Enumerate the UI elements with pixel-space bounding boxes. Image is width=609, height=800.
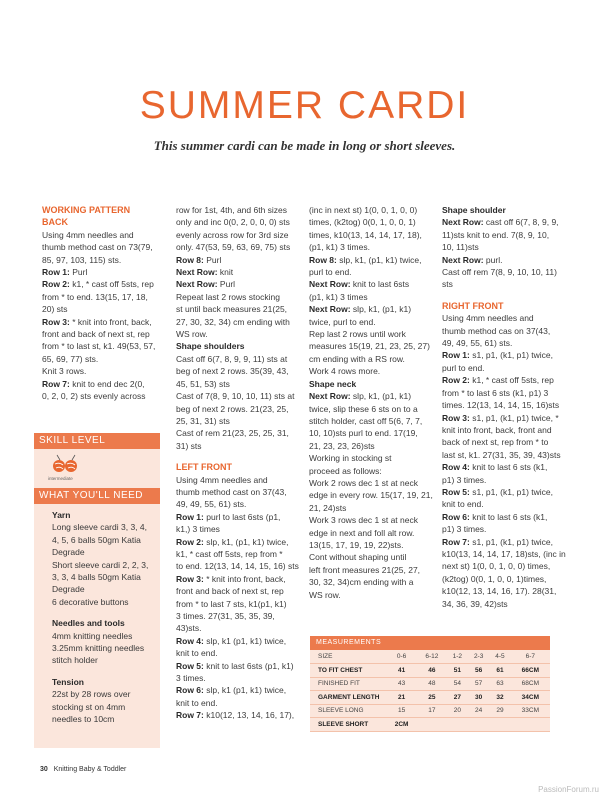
shape-shoulders-heading: Shape shoulders [176, 341, 245, 352]
row-instruction: Row 2: k1, * cast off 5sts, rep [42, 279, 154, 290]
row-instruction: Row 3: * knit into front, back, [42, 316, 152, 327]
measurement-row [310, 677, 550, 691]
materials-list: Yarn Long sleeve cardi 3, 3, 4, 4, 5, 6 balls 50gm Katia Degrade Short sleeve cardi 2, 2, 3, 3, 3, 4 balls 50gm Katia Degrade 6 decorative buttons Needles and tools 4mm knitting needles 3.25mm knitting needles stitch holder Tension 22st by 28 rows over stocking st on 4mm needles to 10cm [52, 509, 158, 726]
page-title: SUMMER CARDI [139, 84, 470, 127]
heading-working-pattern: WORKING PATTERN [42, 205, 131, 215]
yarn-balls-icon [52, 454, 78, 474]
row-instruction: Row 1: Purl [42, 267, 88, 278]
measurement-value: 57 [468, 677, 489, 691]
column-shape-neck: (inc in next st) 1(0, 0, 1, 0, 0) times, (k2tog) 0(0, 1, 0, 0, 1) times, k10(13, 14, 14, 17, 18), (p1, k1) 3 times. Row 8: slp, k1, (p1, k1) twice, purl to end. Next Row: knit to last 6sts (p1, k1) 3 times Next Row: slp, k1, (p1, k1) twice, purl to end. Rep last 2 rows until work measures 15(19, 21, 23, 25, 27) cm ending with a RS row. Work 4 rows more. Shape neck Next Row: slp, k1, (p1, k1) twice, slip these 6 sts on to a stitch holder, cast off 5(6, 7, 7, 10, 10)sts purl to end. 17(19, 21, 23, 23, 26)sts Working in stocking st proceed as follows: Work 2 rows dec 1 st at neck edge in every row. 15(17, 19, 21, 21, 24)sts Work 3 rows dec 1 st at neck edge in next and foll alt row. 13(15, 17, 19, 19, 22)sts. Cont without shaping until left front measures 21(25, 27, 30, 32, 34)cm ending with a WS row. [309, 204, 437, 601]
measurement-value: 61 [489, 664, 510, 678]
measurement-value: 30 [468, 691, 489, 705]
watermark: PassionForum.ru [538, 785, 599, 794]
measurement-value [511, 718, 550, 732]
measurement-row [310, 691, 550, 705]
measurement-label: GARMENT LENGTH [310, 691, 386, 705]
measurement-label: SIZE [310, 650, 386, 664]
measurement-value: 25 [417, 691, 447, 705]
measurement-value: 46 [417, 664, 447, 678]
measurement-value: 4-5 [489, 650, 510, 664]
skill-level-label: intermediate [48, 476, 73, 481]
measurement-value: 6-12 [417, 650, 447, 664]
measurement-value [468, 718, 489, 732]
page-subtitle: This summer cardi can be made in long or short sleeves. [153, 138, 456, 153]
measurement-value: 15 [386, 704, 417, 718]
page-number: 30 [40, 766, 48, 773]
measurement-value: 1-2 [447, 650, 468, 664]
magazine-name: Knitting Baby & Toddler [53, 766, 127, 773]
measurement-row [310, 704, 550, 718]
measurement-value [417, 718, 447, 732]
heading-back: BACK [42, 217, 68, 228]
measurement-value: 24 [468, 704, 489, 718]
skill-level-bar: SKILL LEVEL [34, 433, 160, 449]
measurement-value: 2-3 [468, 650, 489, 664]
measurement-value: 54 [447, 677, 468, 691]
measurement-value: 56 [468, 664, 489, 678]
measurement-row [310, 664, 550, 678]
measurement-row [310, 718, 550, 732]
measurement-value: 34CM [511, 691, 550, 705]
measurement-value: 43 [386, 677, 417, 691]
column-left-front: row for 1st, 4th, and 6th sizes only and inc 0(0, 2, 0, 0, 0) sts evenly across row for 3rd size only. 47(53, 59, 63, 69, 75) sts Row 8: Purl Next Row: knit Next Row: Purl Repeat last 2 rows stocking st until back measures 21(25, 27, 30, 32, 34) cm ending with WS row. Shape shoulders Cast off 6(7, 8, 9, 9, 11) sts at beg of next 2 rows. 35(39, 43, 45, 51, 53) sts Cast of 7(8, 9, 10, 10, 11) sts at beg of next 2 rows. 21(23, 25, 25, 31, 31) sts Cast of rem 21(23, 25, 25, 31, 31) sts LEFT FRONT Using 4mm needles and thumb method cast on 37(43, 49, 49, 55, 61) sts. Row 1: purl to last 6sts (p1, k1,) 3 times Row 2: slp, k1, (p1, k1) twice, k1, * cast off 5sts, rep from * to end. 12(13, 14, 14, 15, 16) sts Row 3: * knit into front, back, front and back of next st, rep from * to last 7 sts, k1(p1, k1) 3 times. 27(31, 35, 35, 39, 43)sts. Row 4: slp, k1 (p1, k1) twice, knit to end. Row 5: knit to last 6sts (p1, k1) 3 times. Row 6: slp, k1 (p1, k1) twice, knit to end. Row 7: k10(12, 13, 14, 16, 17), [176, 204, 304, 722]
row-instruction: Row 7: knit to end dec 2(0, [42, 378, 145, 389]
measurement-value: 6-7 [511, 650, 550, 664]
measurement-value: 17 [417, 704, 447, 718]
shape-neck-heading: Shape neck [309, 378, 357, 389]
measurement-value: 32 [489, 691, 510, 705]
measurement-value: 51 [447, 664, 468, 678]
measurement-row [310, 650, 550, 664]
measurement-value: 33CM [511, 704, 550, 718]
measurement-label: TO FIT CHEST [310, 664, 386, 678]
measurements-header: MEASUREMENTS [310, 636, 550, 650]
tension-heading: Tension [52, 676, 84, 687]
measurement-value: 20 [447, 704, 468, 718]
measurement-label: FINISHED FIT [310, 677, 386, 691]
what-you-need-bar: WHAT YOU'LL NEED [34, 488, 160, 504]
measurement-value: 0-6 [386, 650, 417, 664]
heading-right-front: RIGHT FRONT [442, 300, 504, 311]
measurement-value [447, 718, 468, 732]
measurement-value [489, 718, 510, 732]
measurement-value: 29 [489, 704, 510, 718]
measurement-value: 63 [489, 677, 510, 691]
column-back: WORKING PATTERN BACK Using 4mm needles and thumb method cast on 73(79, 85, 97, 103, 115) sts. Row 1: Purl Row 2: k1, * cast off 5sts, rep from * to end. 13(15, 17, 18, 20) sts Row 3: * knit into front, back, front and back of next st, rep from * to last st, k1. 49(53, 57, 65, 69, 77) sts. Knit 3 rows. Row 7: knit to end dec 2(0, 0, 2, 0, 2) sts evenly across [42, 204, 160, 403]
measurement-value: 2CM [386, 718, 417, 732]
measurement-label: SLEEVE SHORT [310, 718, 386, 732]
measurement-value: 41 [386, 664, 417, 678]
shape-shoulder-heading: Shape shoulder [442, 205, 506, 215]
heading-left-front: LEFT FRONT [176, 462, 232, 473]
page-footer [40, 766, 126, 773]
measurement-value: 66CM [511, 664, 550, 678]
measurement-value: 68CM [511, 677, 550, 691]
measurement-label: SLEEVE LONG [310, 704, 386, 718]
measurement-value: 21 [386, 691, 417, 705]
measurements-table [310, 650, 550, 732]
measurement-value: 48 [417, 677, 447, 691]
tools-heading: Needles and tools [52, 618, 125, 629]
column-right-front: Shape shoulder Next Row: cast off 6(7, 8, 9, 9, 11)sts knit to end. 7(8, 9, 10, 10, 11)sts Next Row: purl. Cast off rem 7(8, 9, 10, 10, 11) sts RIGHT FRONT Using 4mm needles and thumb method cas on 37(43, 49, 49, 55, 61) sts. Row 1: s1, p1, (k1, p1) twice, purl to end. Row 2: k1, * cast off 5sts, rep from * to last 6 sts (k1, p1) 3 times. 12(13, 14, 14, 15, 16)sts Row 3: s1, p1, (k1, p1) twice, * knit into front, back, front and back of next st, rep from * to last st, k1. 27(31, 35, 39, 43)sts Row 4: knit to last 6 sts (k1, p1) 3 times. Row 5: s1, p1, (k1, p1) twice, knit to end. Row 6: knit to last 6 sts (k1, p1) 3 times. Row 7: s1, p1, (k1, p1) twice, k10(13, 14, 14, 17, 18)sts, (inc in next st) 1(0, 0, 1, 0, 0) times, (k2tog) 0(0, 1, 0, 0, 1)times, k10(12, 13, 14, 16, 17). 28(31, 34, 36, 39, 42)sts [442, 204, 572, 610]
measurement-value: 27 [447, 691, 468, 705]
yarn-heading: Yarn [52, 510, 71, 520]
